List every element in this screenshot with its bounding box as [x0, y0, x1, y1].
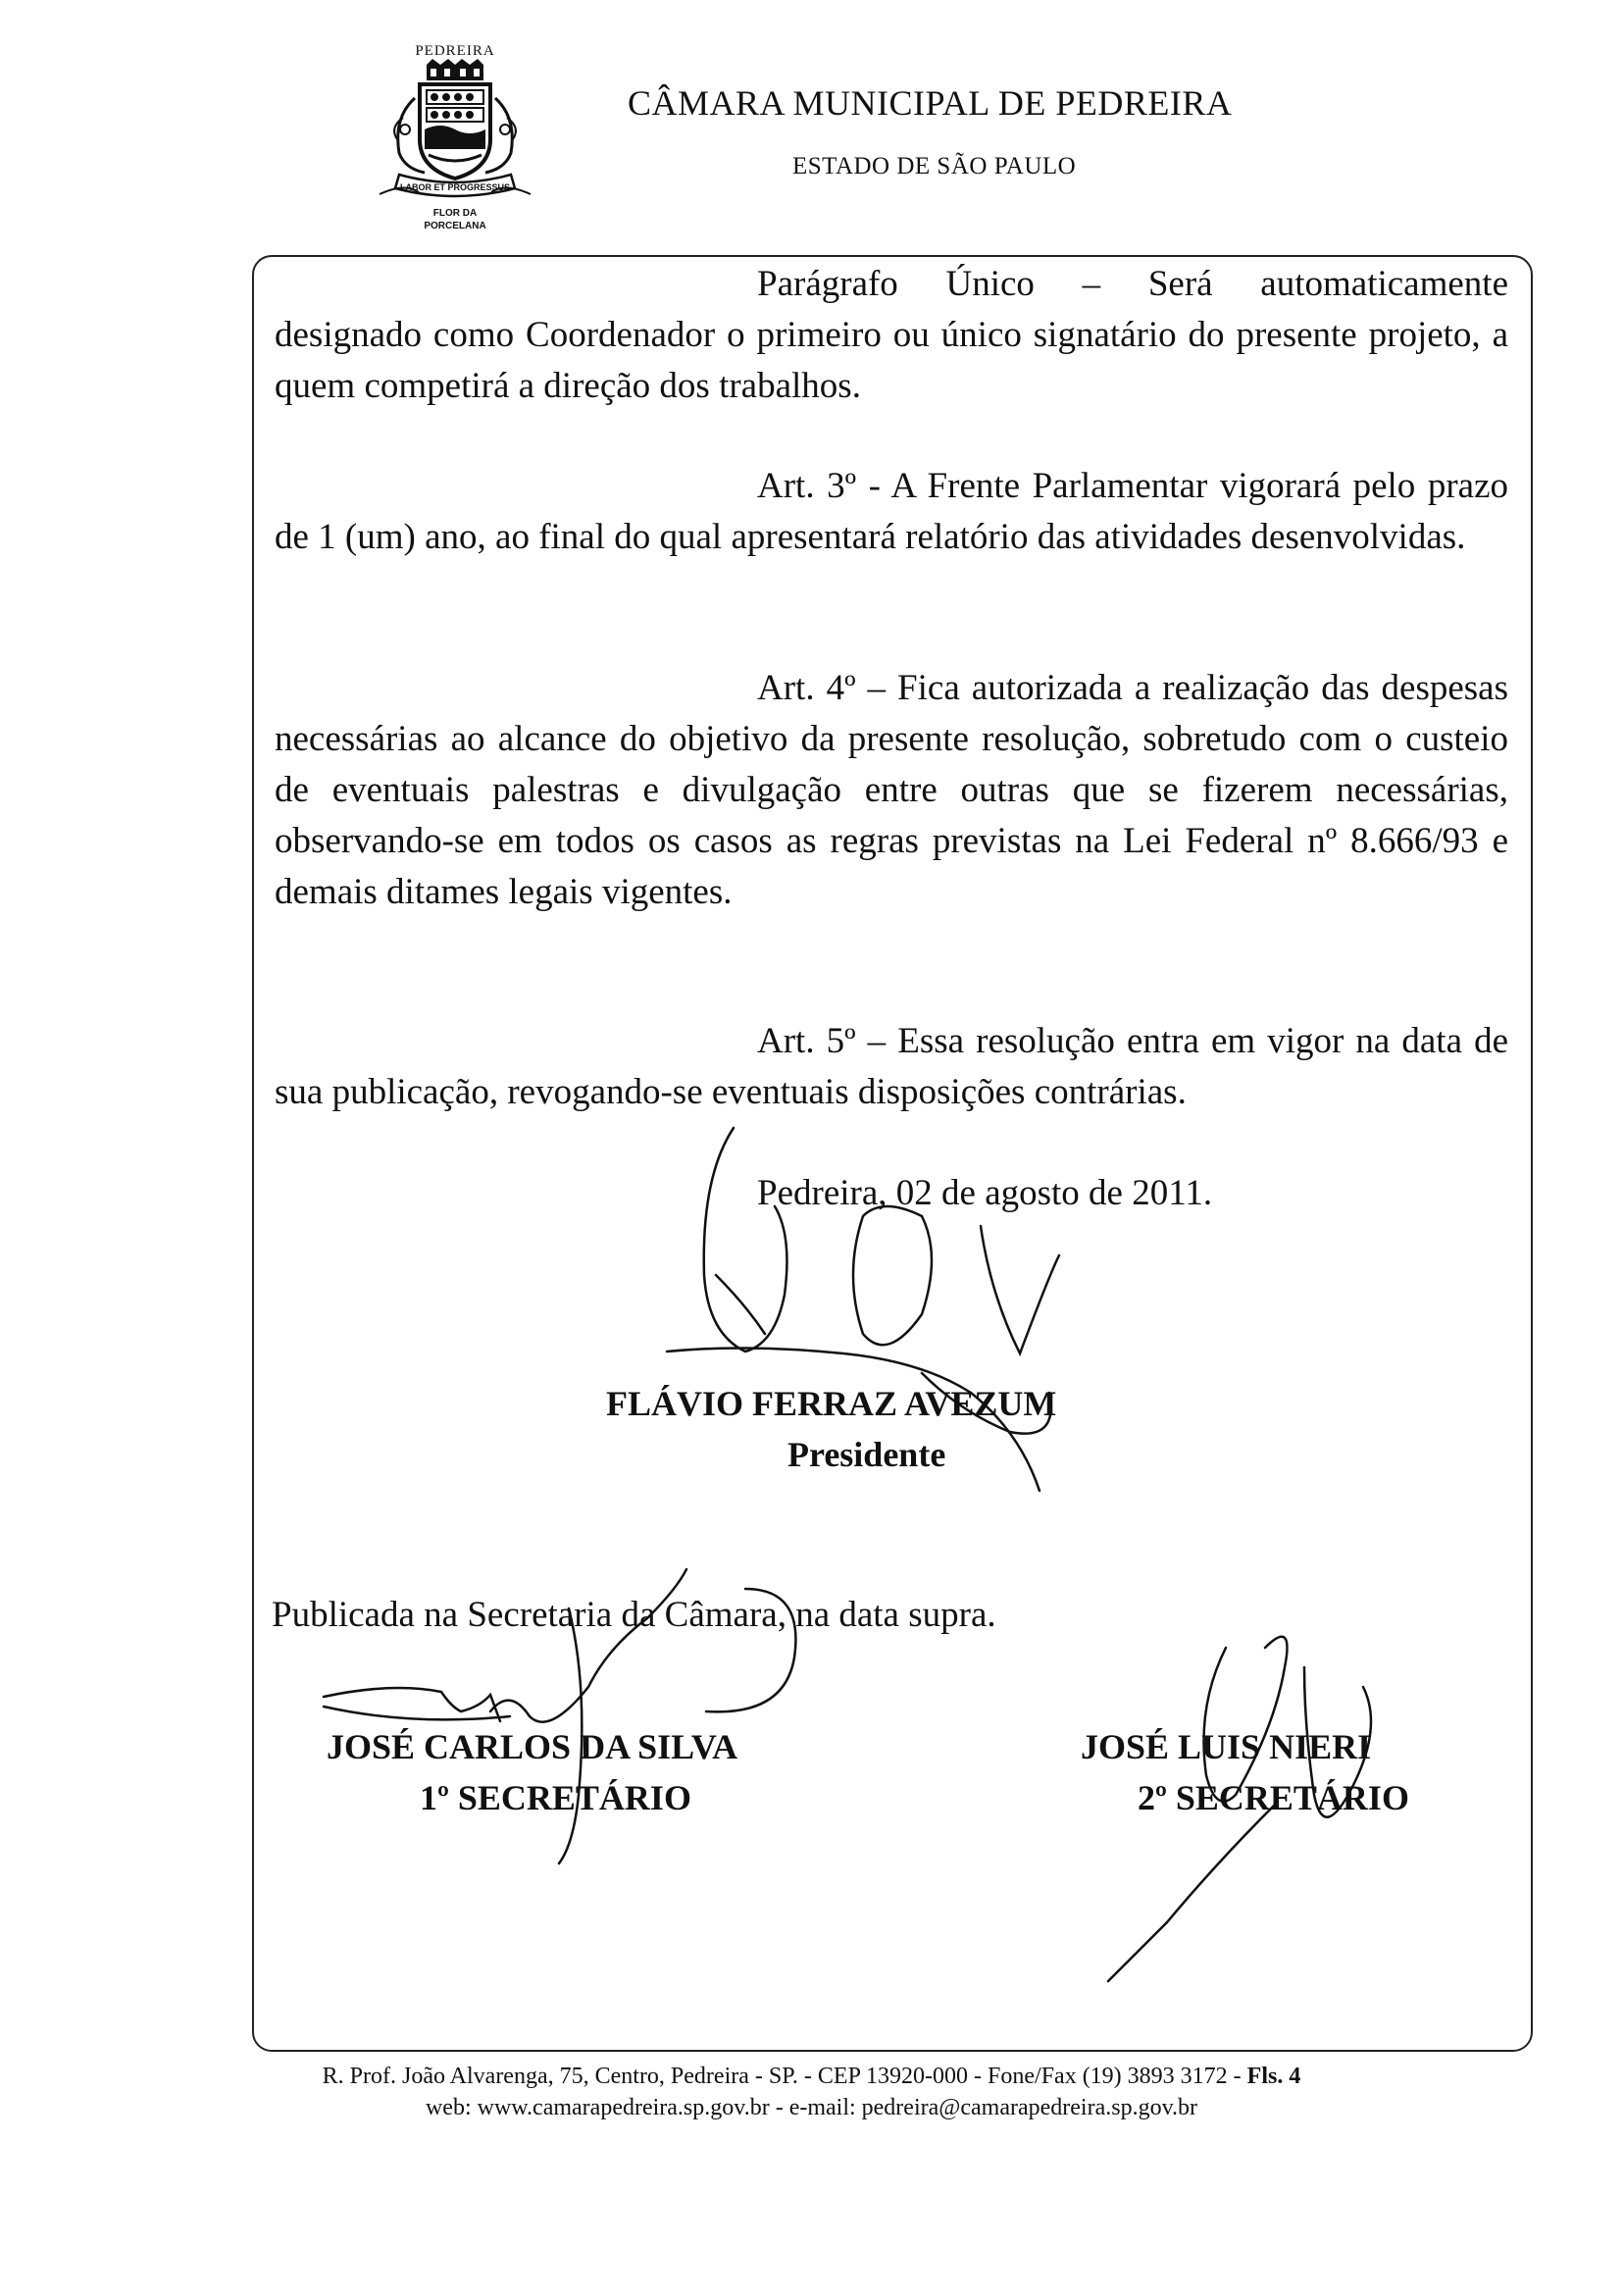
article-4: Art. 4º – Fica autorizada a realização das despesas necessárias ao alcance do objetivo da presente resolução, sobretudo com o custeio de eventuais palestras e divulgação entre outras que se fizerem necessárias, observando-se em todos os casos as regras previstas na Lei Federal nº 8.666/93 e demais ditames legais vigentes.: [275, 668, 1508, 912]
institution-subtitle: ESTADO DE SÃO PAULO: [792, 153, 1077, 179]
crest-top-text: PEDREIRA: [415, 43, 495, 59]
first-secretary-name: JOSÉ CARLOS DA SILVA: [327, 1727, 738, 1766]
svg-text:LABOR ET PROGRESSUS: LABOR ET PROGRESSUS: [399, 182, 511, 192]
article-5: Art. 5º – Essa resolução entra em vigor na data de sua publicação, revogando-se eventuais disposições contrárias.: [275, 1021, 1508, 1112]
crest-bottom-line2: PORCELANA: [424, 221, 486, 231]
institution-title: CÂMARA MUNICIPAL DE PEDREIRA: [628, 83, 1233, 123]
folio-number: Fls. 4: [1246, 2064, 1301, 2089]
footer-web: web: www.camarapedreira.sp.gov.br - e-mail: pedreira@camarapedreira.sp.gov.br: [425, 2095, 1198, 2120]
publication-note: Publicada na Secretaria da Câmara, na data supra.: [272, 1595, 996, 1635]
first-secretary-role: 1º SECRETÁRIO: [420, 1778, 691, 1817]
footer-address-text: R. Prof. João Alvarenga, 75, Centro, Pedreira - SP. - CEP 13920-000 - Fone/Fax (19) 3893 3172 -: [322, 2064, 1247, 2089]
paragraph-unico: Parágrafo Único – Será automaticamente designado como Coordenador o primeiro ou único signatário do presente projeto, a quem competirá a direção dos trabalhos.: [275, 264, 1508, 406]
president-name: FLÁVIO FERRAZ AVEZUM: [606, 1384, 1057, 1423]
crest-bottom-line1: FLOR DA: [432, 208, 478, 219]
coat-of-arms-icon: [376, 59, 534, 208]
president-role: Presidente: [787, 1435, 946, 1474]
place-and-date: Pedreira, 02 de agosto de 2011.: [757, 1173, 1213, 1213]
second-secretary-role: 2º SECRETÁRIO: [1138, 1778, 1409, 1817]
municipal-crest: [376, 43, 534, 254]
footer-address: [0, 2064, 1623, 2090]
article-3: Art. 3º - A Frente Parlamentar vigorará pelo prazo de 1 (um) ano, ao final do qual apresentará relatório das atividades desenvolvidas.: [275, 466, 1508, 557]
second-secretary-name: JOSÉ LUIS NIERI: [1081, 1727, 1372, 1766]
